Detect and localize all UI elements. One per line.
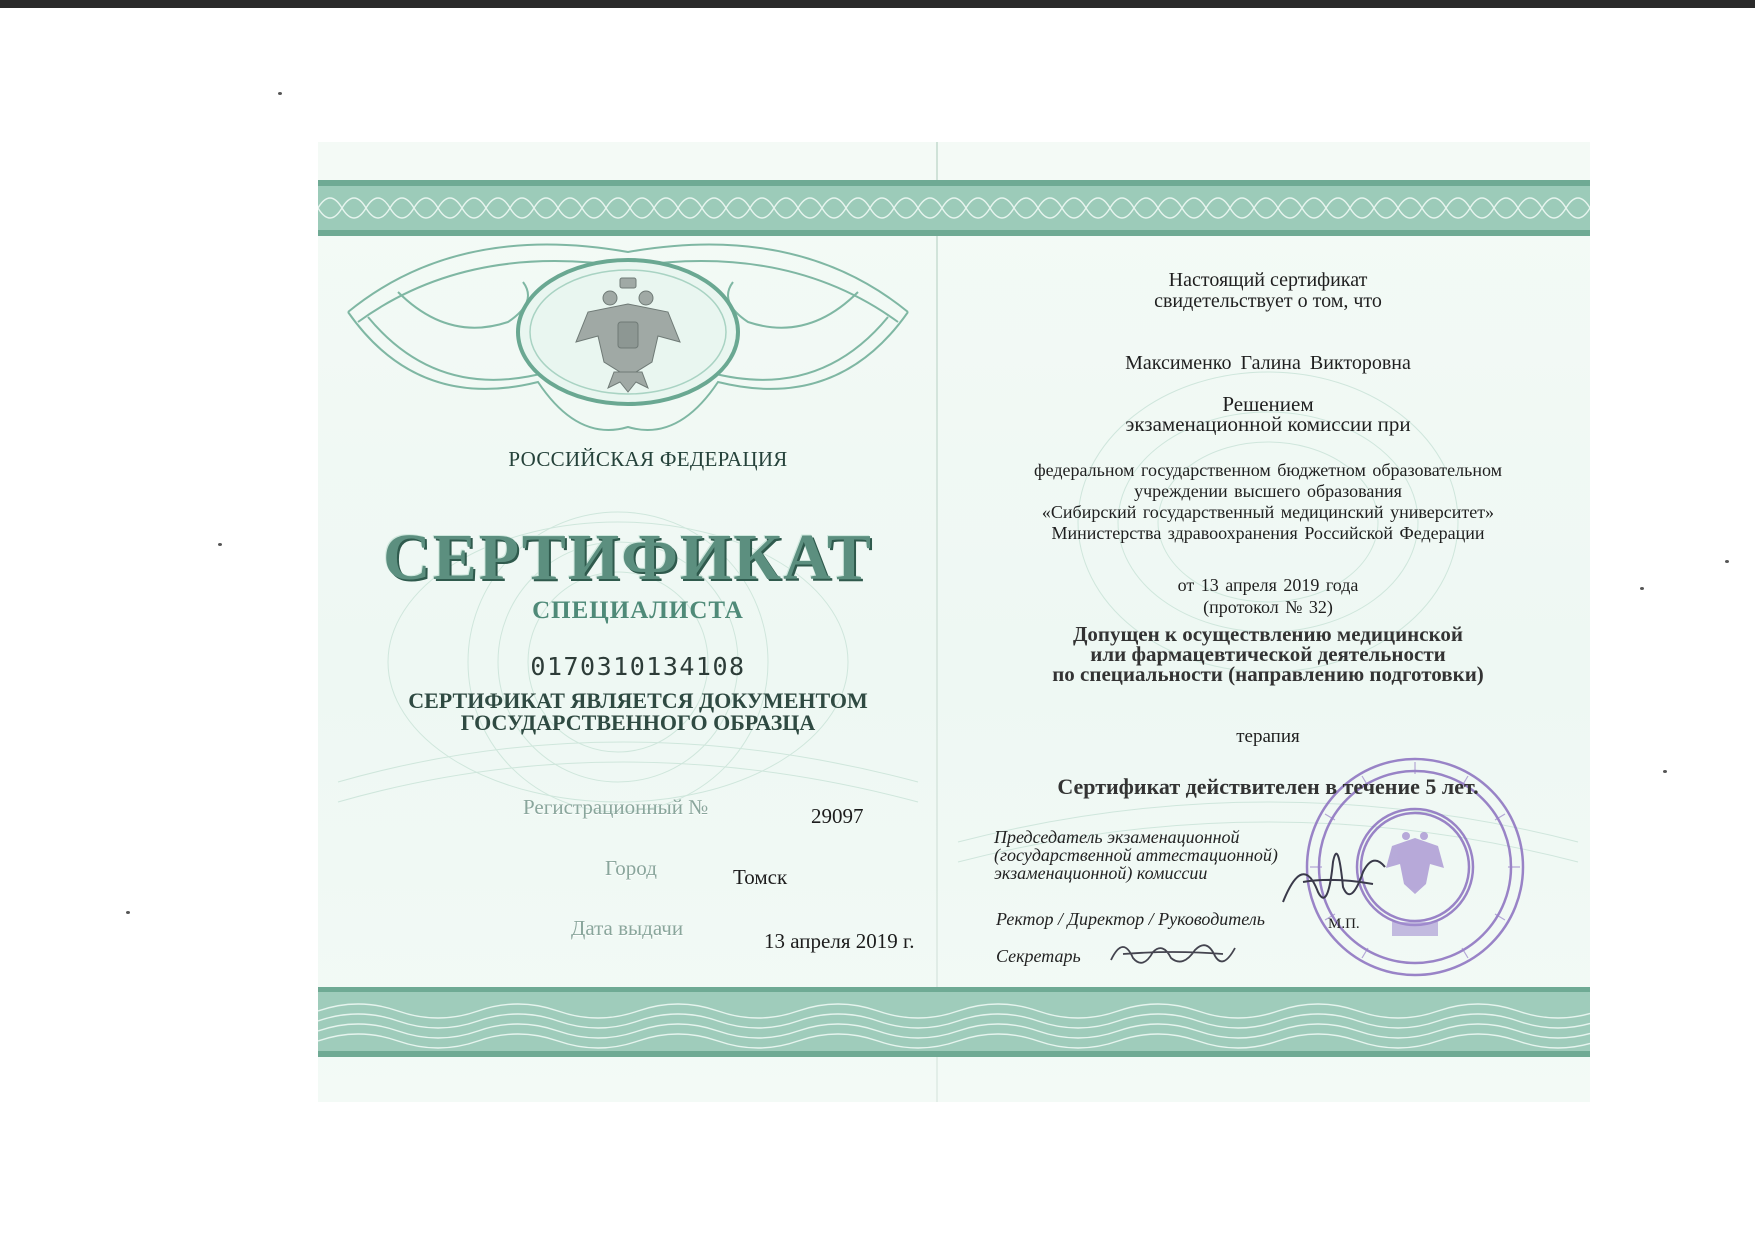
chairman-line3: экзаменационной) комиссии	[994, 863, 1208, 883]
certificate-title: СЕРТИФИКАТ	[383, 521, 873, 594]
scan-speck	[218, 543, 222, 546]
country-name: РОССИЙСКАЯ ФЕДЕРАЦИЯ	[508, 447, 788, 471]
admission-line1: Допущен к осуществлению медицинской	[1072, 622, 1464, 646]
admission-text	[978, 624, 1558, 684]
intro-line1: Настоящий сертификат	[1168, 269, 1368, 291]
protocol-line: (протокол № 32)	[1203, 597, 1333, 617]
emblem-ornament	[338, 212, 918, 452]
scan-speck	[278, 92, 282, 95]
state-document-note-line2: ГОСУДАРСТВЕННОГО ОБРАЗЦА	[460, 710, 816, 735]
scan-speck	[1725, 560, 1729, 563]
scan-speck	[126, 911, 130, 914]
specialty-value: терапия	[1236, 726, 1300, 747]
city-value: Томск	[733, 865, 788, 889]
decision-line2: экзаменационной комиссии при	[1125, 412, 1411, 436]
chairman-line2: (государственной аттестационной)	[994, 845, 1278, 865]
organization-text	[978, 460, 1558, 544]
admission-line3: по специальности (направлению подготовки)	[1052, 662, 1484, 686]
organization-line1: федеральном государственном бюджетном образовательном	[1033, 460, 1503, 480]
validity-text: Сертификат действителен в течение 5 лет.	[1057, 774, 1479, 799]
scan-speck	[1640, 587, 1644, 590]
decision-line1: Решением	[1222, 392, 1314, 416]
decision-text	[978, 394, 1558, 434]
intro-line2: свидетельствует о том, что	[1154, 290, 1382, 312]
scan-speck	[1663, 770, 1667, 773]
issue-date-value: 13 апреля 2019 г.	[764, 929, 915, 953]
certificate-number: 0170310134108	[530, 652, 746, 681]
chairman-block	[994, 828, 1278, 882]
secretary-label: Секретарь	[996, 946, 1081, 966]
chairman-line1: Председатель экзаменационной	[994, 827, 1240, 847]
issue-date-label: Дата выдачи	[571, 916, 684, 940]
registration-number-value: 29097	[811, 804, 864, 828]
registration-number-label: Регистрационный №	[523, 795, 709, 819]
decision-date-line: от 13 апреля 2019 года	[1177, 575, 1359, 595]
certificate-subtitle: СПЕЦИАЛИСТА	[532, 597, 744, 624]
organization-line3: «Сибирский государственный медицинский университет»	[1041, 502, 1495, 522]
state-document-note	[388, 690, 888, 734]
center-fold	[936, 142, 938, 1102]
seal-eagle-icon	[1386, 832, 1444, 894]
intro-text	[978, 270, 1558, 312]
seal-place-mark: М.П.	[1328, 916, 1360, 932]
admission-line2: или фармацевтической деятельности	[1090, 642, 1446, 666]
rector-line: Ректор / Директор / Руководитель	[996, 909, 1265, 929]
decision-date	[978, 574, 1558, 618]
scan-top-edge	[0, 0, 1755, 8]
bottom-decorative-band	[318, 987, 1590, 1057]
certificate-sheet	[318, 142, 1590, 1102]
organization-line2: учреждении высшего образования	[1134, 481, 1402, 501]
state-document-note-line1: СЕРТИФИКАТ ЯВЛЯЕТСЯ ДОКУМЕНТОМ	[408, 688, 868, 713]
city-label: Город	[605, 856, 657, 880]
chairman-signature-icon	[1273, 832, 1393, 922]
organization-line4: Министерства здравоохранения Российской Федерации	[1051, 523, 1485, 543]
secretary-signature-icon	[1103, 930, 1243, 980]
holder-name: Максименко Галина Викторовна	[1125, 352, 1411, 374]
